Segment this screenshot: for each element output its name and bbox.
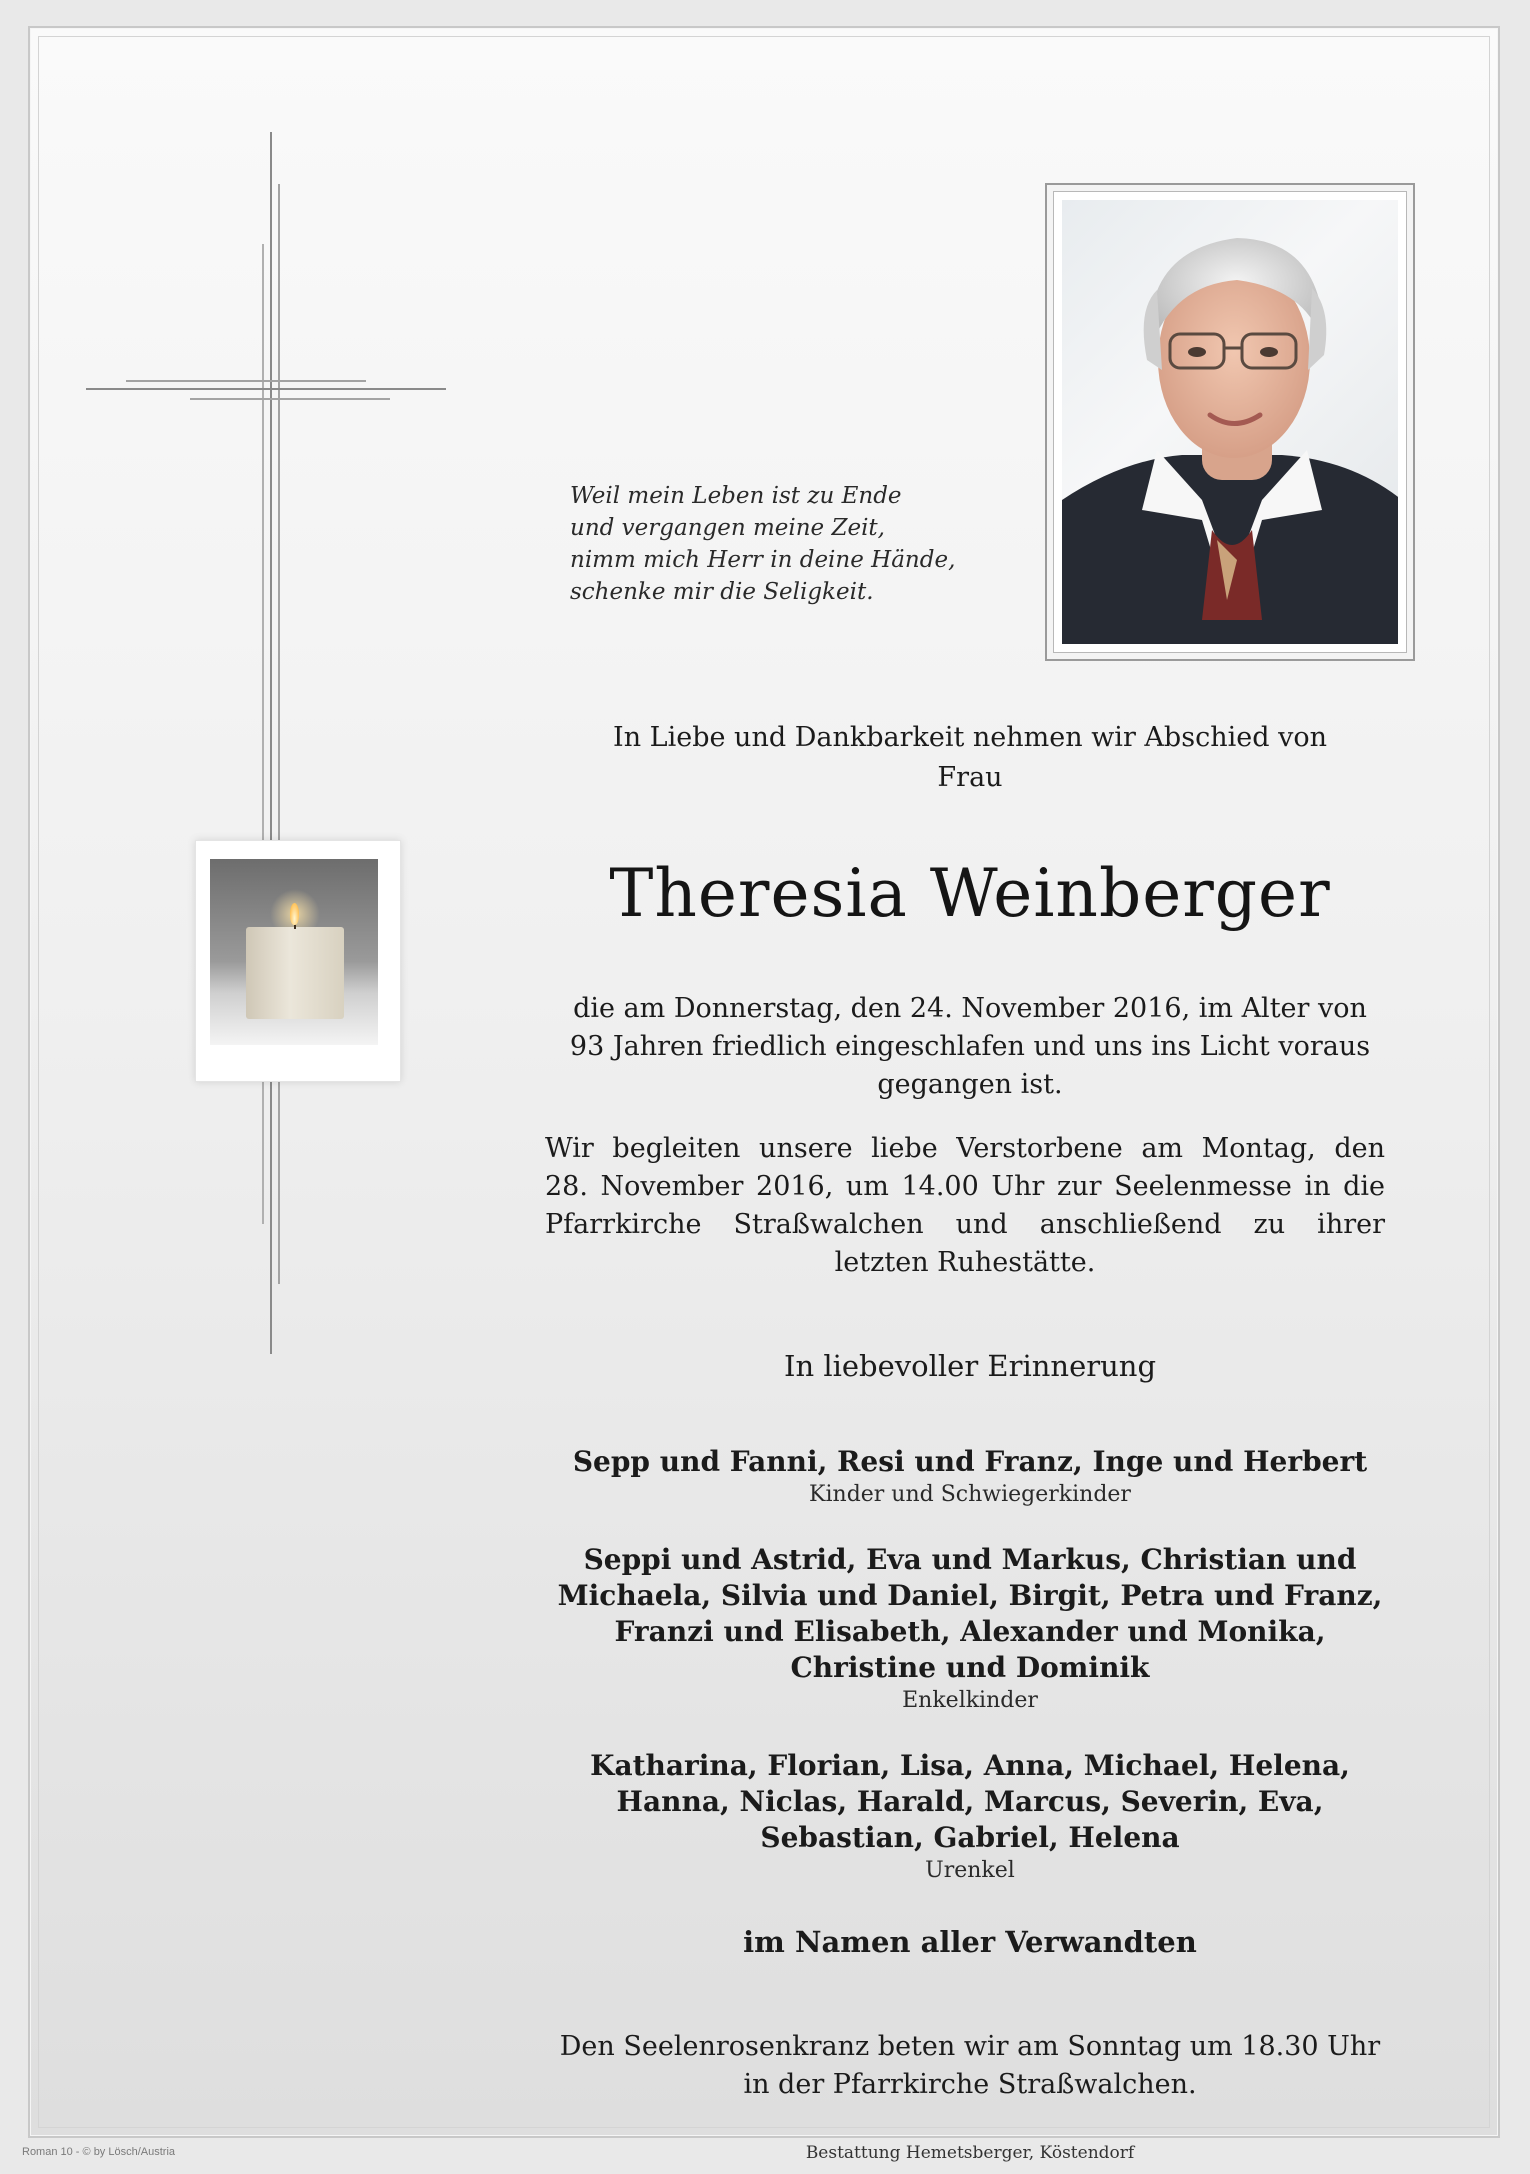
mourner-names: Seppi und Astrid, Eva und Markus, Christian und (583, 1543, 1357, 1576)
funeral-notice (545, 1130, 1385, 1282)
mourner-role: Enkelkinder (902, 1688, 1038, 1713)
mourner-names: Michaela, Silvia und Daniel, Birgit, Petra und Franz, (557, 1579, 1383, 1612)
death-notice (530, 990, 1410, 1104)
closing-line: im Namen aller Verwandten (743, 1925, 1197, 1959)
printer-imprint: Roman 10 - © by Lösch/Austria (22, 2146, 176, 2158)
funeral-line: 28. November 2016, um 14.00 Uhr zur Seelenmesse in die (545, 1171, 1385, 1202)
quote-verse (570, 480, 1030, 608)
mourner-role: Urenkel (925, 1858, 1015, 1883)
candle-icon (210, 859, 378, 1045)
funeral-line: letzten Ruhestätte. (834, 1247, 1096, 1278)
funeral-line: Pfarrkirche Straßwalchen und anschließend zu ihrer (545, 1209, 1385, 1240)
death-notice-line: die am Donnerstag, den 24. November 2016, im Alter von (573, 993, 1367, 1024)
mourner-role: Kinder und Schwiegerkinder (809, 1482, 1131, 1507)
mourner-group (530, 1748, 1410, 1886)
death-notice-line: gegangen ist. (877, 1069, 1063, 1100)
portrait-photo-frame (1045, 183, 1415, 661)
mourner-group (530, 1542, 1410, 1716)
rosary-line: in der Pfarrkirche Straßwalchen. (743, 2069, 1197, 2100)
mourner-names: Franzi und Elisabeth, Alexander und Monika, (614, 1615, 1326, 1648)
rosary-notice (530, 2028, 1410, 2104)
portrait-photo (1062, 200, 1398, 644)
mourner-names: Katharina, Florian, Lisa, Anna, Michael, Helena, (590, 1749, 1350, 1782)
rosary-line: Den Seelenrosenkranz beten wir am Sonntag um 18.30 Uhr (559, 2031, 1381, 2062)
undertaker-credit: Bestattung Hemetsberger, Köstendorf (805, 2143, 1135, 2163)
candle-image (195, 840, 401, 1082)
quote-line: und vergangen meine Zeit, (570, 515, 885, 541)
mourner-names: Christine und Dominik (790, 1651, 1150, 1684)
mourner-group (530, 1444, 1410, 1510)
mourner-names: Sebastian, Gabriel, Helena (760, 1821, 1180, 1854)
intro-line: In Liebe und Dankbarkeit nehmen wir Abschied von (613, 722, 1327, 753)
deceased-name: Theresia Weinberger (609, 855, 1331, 932)
intro-text (530, 718, 1410, 798)
funeral-line: Wir begleiten unsere liebe Verstorbene am Montag, den (545, 1133, 1385, 1164)
mourner-names: Sepp und Fanni, Resi und Franz, Inge und Herbert (572, 1445, 1368, 1478)
quote-line: nimm mich Herr in deine Hände, (570, 547, 956, 573)
quote-line: Weil mein Leben ist zu Ende (570, 483, 902, 509)
quote-line: schenke mir die Seligkeit. (570, 579, 874, 605)
remembrance-heading: In liebevoller Erinnerung (783, 1349, 1157, 1383)
intro-salutation: Frau (937, 762, 1003, 793)
death-notice-line: 93 Jahren friedlich eingeschlafen und uns ins Licht voraus (569, 1031, 1371, 1062)
mourner-names: Hanna, Niclas, Harald, Marcus, Severin, Eva, (616, 1785, 1324, 1818)
